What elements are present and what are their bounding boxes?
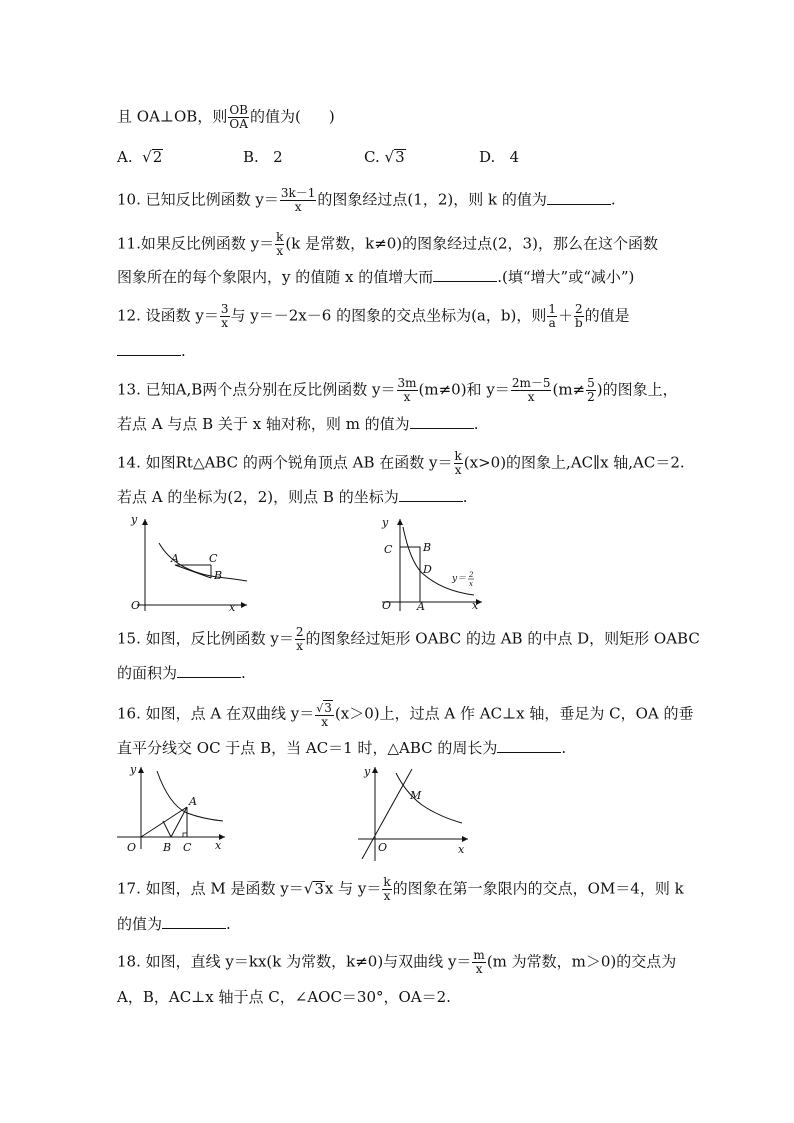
svg-text:y＝: y＝ <box>452 574 467 584</box>
q18-line1: 18. 如图，直线 y＝kx(k 为常数，k≠0)与双曲线 y＝ $\frac{m}{x}$ (m 为常数，m＞0)的交点为 <box>117 948 677 976</box>
q14-line2: 若点 A 的坐标为(2，2)，则点 B 的坐标为 . <box>117 488 468 506</box>
q9-option-c[interactable]: C. √3 <box>364 148 405 166</box>
svg-text:O: O <box>131 599 141 612</box>
svg-text:x: x <box>469 580 473 588</box>
svg-text:y: y <box>382 516 389 529</box>
q14-answer-blank[interactable] <box>399 487 463 502</box>
svg-text:M: M <box>410 789 422 802</box>
svg-text:C: C <box>384 543 393 556</box>
q11-answer-blank[interactable] <box>433 267 497 282</box>
q15-line1: 15. 如图，反比例函数 y＝ $\frac{2}{x}$ 的图象经过矩形 OABC 的边 AB 的中点 D，则矩形 OABC <box>117 625 700 653</box>
q14-line1: 14. 如图Rt△ABC 的两个锐角顶点 AB 在函数 y＝ $\frac{k}{x}$ (x>0)的图象上,AC∥x 轴,AC＝2. <box>117 449 685 477</box>
svg-text:B: B <box>423 541 432 554</box>
svg-text:2: 2 <box>469 571 474 579</box>
svg-text:B: B <box>214 569 223 582</box>
q12-answer-blank[interactable] <box>117 341 181 356</box>
figure-q16 <box>117 763 237 863</box>
q17-line1: 17. 如图，点 M 是函数 y＝√3x 与 y＝ $\frac{k}{x}$ 的图象在第一象限内的交点，OM＝4，则 k <box>117 875 684 903</box>
q18-line2: A，B，AC⊥x 轴于点 C，∠AOC＝30°，OA＝2. <box>117 988 451 1006</box>
q11-line2: 图象所在的每个象限内，y 的值随 x 的值增大而 .(填“增大”或“减小”) <box>117 268 635 286</box>
q16-answer-blank[interactable] <box>497 738 561 753</box>
svg-text:A: A <box>189 795 197 808</box>
svg-text:O: O <box>382 599 392 612</box>
svg-text:O: O <box>378 841 388 854</box>
svg-text:y: y <box>364 765 371 778</box>
q10-line: 10. 已知反比例函数 y＝ $\frac{3k-1}{x}$ 的图象经过点(1，2)，则 k 的值为 . <box>117 186 616 214</box>
svg-text:x: x <box>229 601 236 614</box>
svg-text:D: D <box>423 563 432 576</box>
svg-text:x: x <box>215 839 222 852</box>
q16-line2: 直平分线交 OC 于点 B，当 AC＝1 时，△ABC 的周长为 . <box>117 739 567 757</box>
figure-q17 <box>358 763 478 863</box>
q9-option-b[interactable]: B. 2 <box>243 148 283 166</box>
svg-text:x: x <box>472 599 479 612</box>
figure-q15 <box>380 513 490 613</box>
q11-line1: 11.如果反比例函数 y＝ $\frac{k}{x}$ (k 是常数，k≠0)的图象经过点(2，3)，那么在这个函数 <box>117 230 658 258</box>
svg-text:O: O <box>127 841 137 854</box>
q13-answer-blank[interactable] <box>410 414 474 429</box>
q10-answer-blank[interactable] <box>547 190 611 205</box>
svg-text:A: A <box>417 600 425 613</box>
q13-line2: 若点 A 与点 B 关于 x 轴对称，则 m 的值为 . <box>117 415 479 433</box>
q12-line1: 12. 设函数 y＝ $\frac{3}{x}$ 与 y＝－2x－6 的图象的交点坐标为(a，b)，则 $\frac{1}{a}$ ＋ $\frac{2}{b}$ 的值是 <box>117 302 630 330</box>
q17-line2: 的值为 . <box>117 915 231 933</box>
q9-option-a[interactable]: A. √2 <box>117 148 163 166</box>
q15-answer-blank[interactable] <box>177 663 241 678</box>
q13-line1: 13. 已知A,B两个点分别在反比例函数 y＝ $\frac{3m}{x}$ (m≠0)和 y＝ $\frac{2m-5}{x}$ (m≠ $\frac{5}{2}$ )的图象上， <box>117 376 678 404</box>
q17-answer-blank[interactable] <box>162 914 226 929</box>
svg-text:C: C <box>209 552 218 565</box>
svg-text:A: A <box>171 552 179 565</box>
svg-text:C: C <box>183 841 192 854</box>
q9-line: 且 OA⊥OB，则 $\frac{OB}{OA}$ 的值为( ) <box>117 103 335 131</box>
svg-text:x: x <box>458 843 465 856</box>
q9-fraction: $\frac{OB}{OA}$ <box>229 103 248 131</box>
q12-line2: . <box>117 340 186 362</box>
q15-line2: 的面积为 . <box>117 664 246 682</box>
svg-text:y: y <box>130 763 137 776</box>
q9-option-d[interactable]: D. 4 <box>479 148 520 166</box>
q16-line1: 16. 如图，点 A 在双曲线 y＝ $\frac{√3}{x}$ (x＞0)上，过点 A 作 AC⊥x 轴，垂足为 C，OA 的垂 <box>117 701 694 729</box>
figure-q14 <box>117 513 257 613</box>
svg-text:y: y <box>131 513 138 526</box>
svg-text:B: B <box>163 841 172 854</box>
